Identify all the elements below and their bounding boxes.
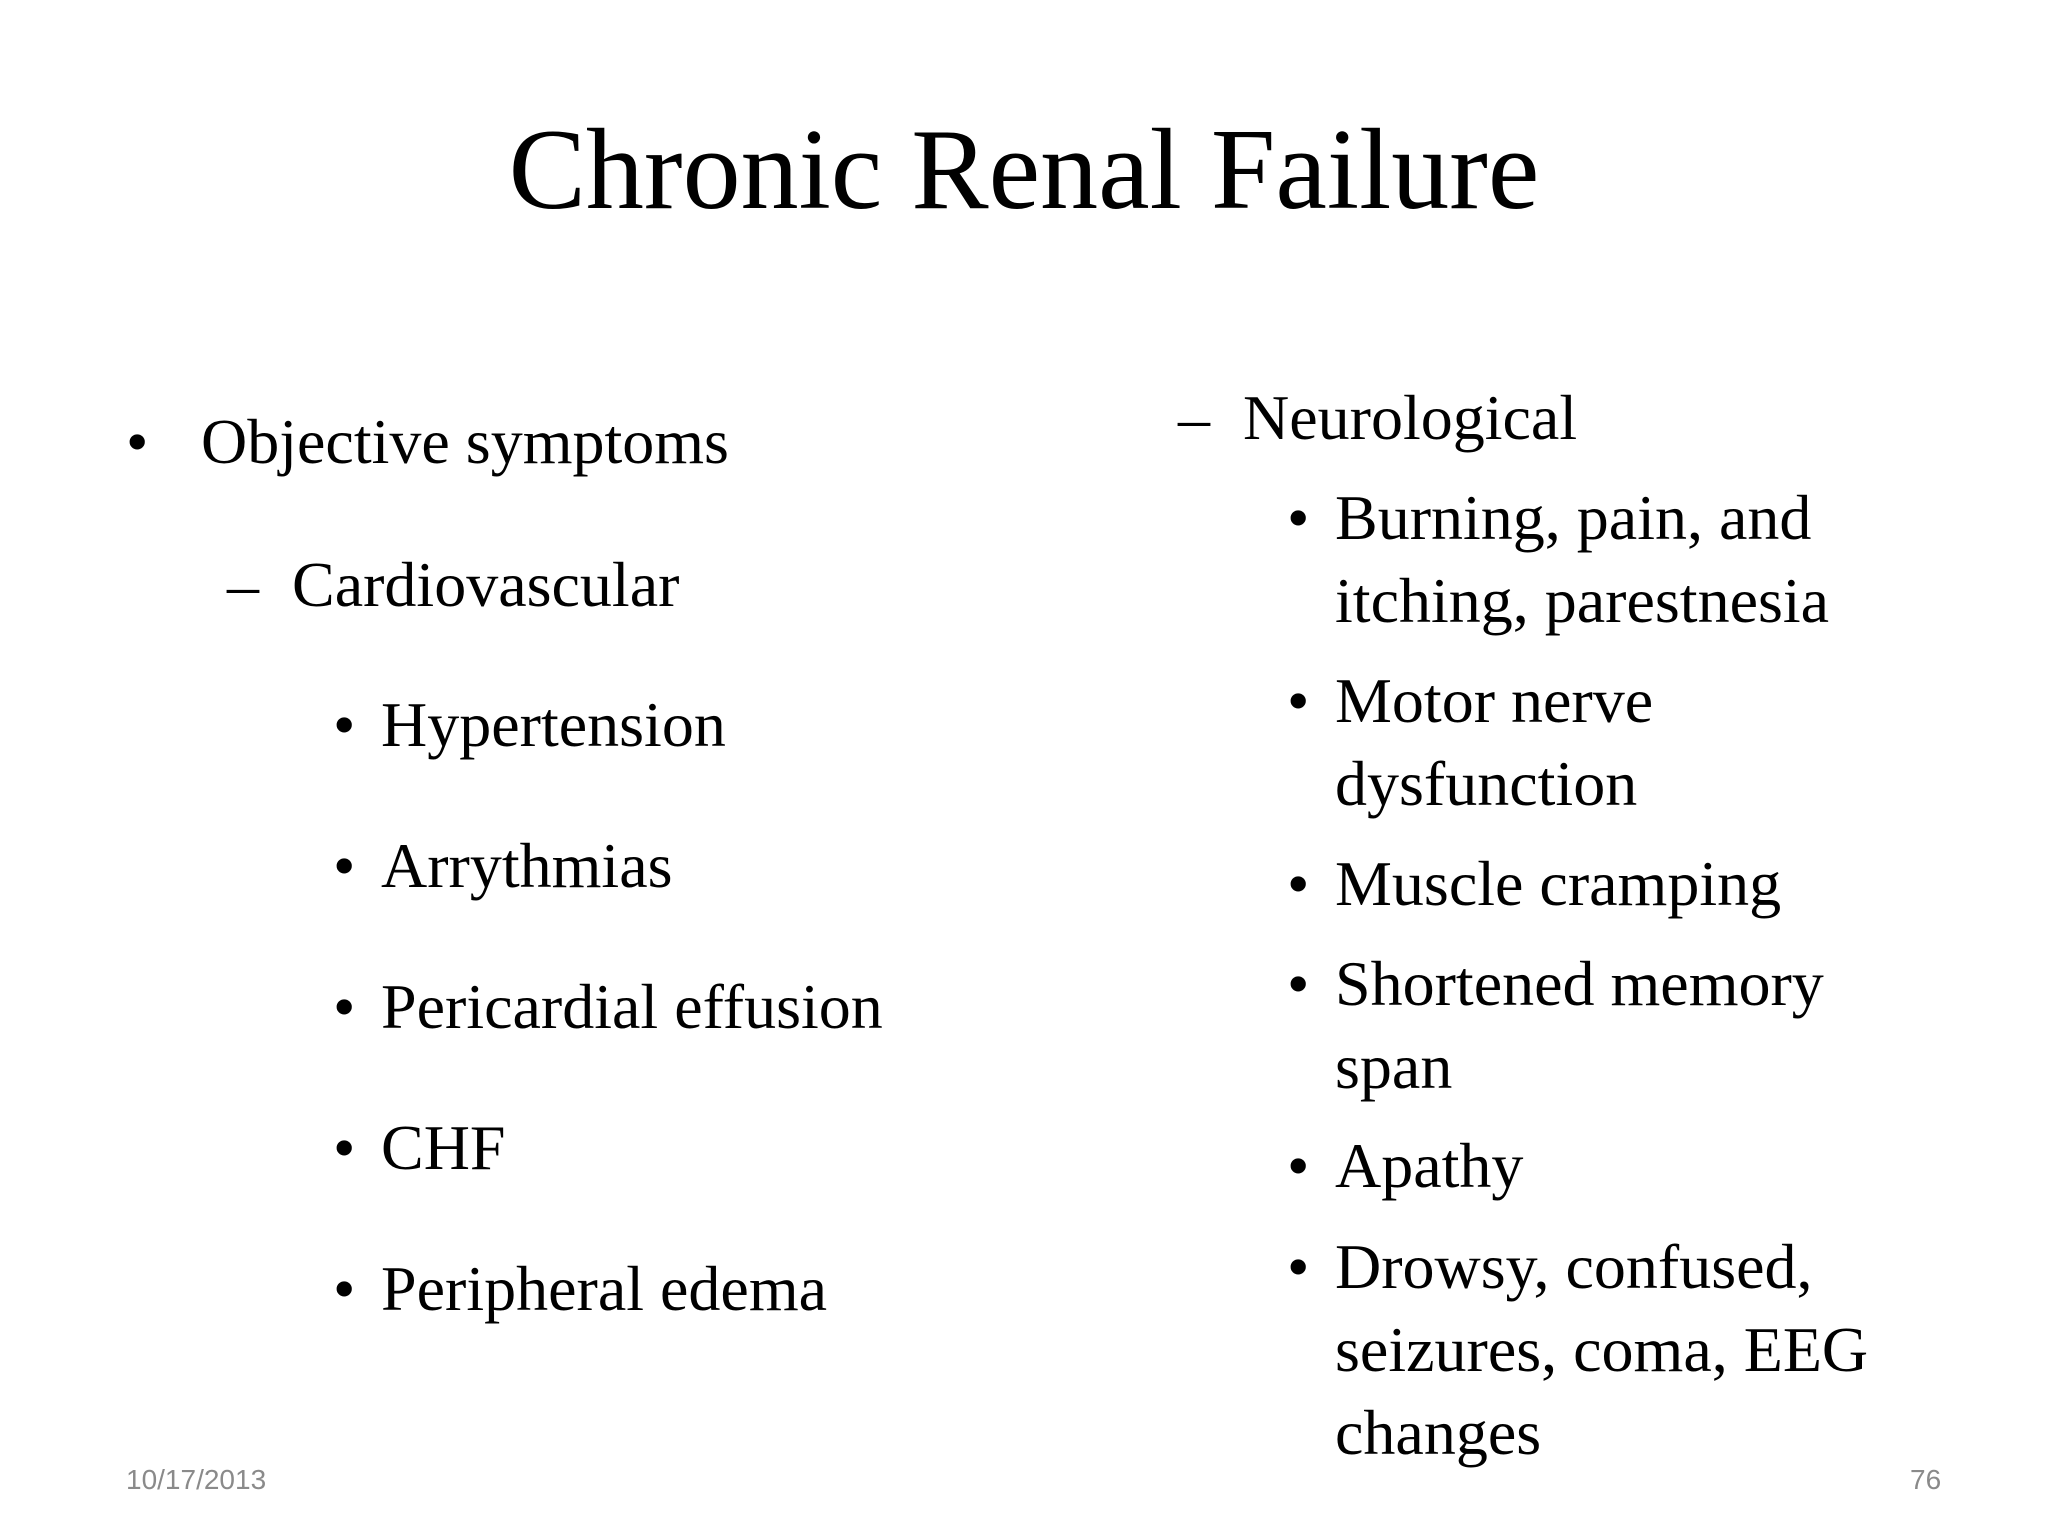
bullet-icon: •	[1287, 848, 1310, 919]
bullet-icon: •	[1287, 1130, 1310, 1201]
list-item-label: Pericardial effusion	[381, 971, 883, 1042]
cardiovascular-label: Cardiovascular	[292, 549, 680, 620]
list-item-label: CHF	[381, 1112, 506, 1183]
bullet-icon: •	[126, 406, 149, 477]
list-item-label: Drowsy, confused, seizures, coma, EEG changes	[1335, 1231, 1869, 1468]
bullet-icon: •	[333, 1112, 356, 1183]
slide-date: 10/17/2013	[126, 1464, 267, 1495]
bullet-icon: •	[333, 830, 356, 901]
dash-icon: –	[1178, 382, 1210, 453]
bullet-icon: •	[1287, 1231, 1310, 1302]
neurological-label: Neurological	[1243, 382, 1578, 453]
bullet-icon: •	[333, 971, 356, 1042]
list-item-label: Motor nerve dysfunction	[1335, 665, 1654, 819]
bullet-icon: •	[1287, 482, 1310, 553]
list-item-label: Peripheral edema	[381, 1253, 827, 1324]
slide-title: Chronic Renal Failure	[508, 106, 1540, 234]
list-item-label: Shortened memory span	[1335, 948, 1824, 1102]
slide-number: 76	[1910, 1464, 1942, 1495]
dash-icon: –	[227, 549, 259, 620]
bullet-icon: •	[333, 689, 356, 760]
objective-symptoms-label: Objective symptoms	[201, 406, 729, 477]
bullet-icon: •	[333, 1253, 356, 1324]
list-item-label: Hypertension	[381, 689, 726, 760]
list-item-label: Burning, pain, and itching, parestnesia	[1335, 482, 1830, 636]
list-item-label: Muscle cramping	[1335, 848, 1782, 919]
list-item-label: Apathy	[1335, 1130, 1524, 1201]
bullet-icon: •	[1287, 665, 1310, 736]
list-item-label: Arrythmias	[381, 830, 673, 901]
bullet-icon: •	[1287, 948, 1310, 1019]
